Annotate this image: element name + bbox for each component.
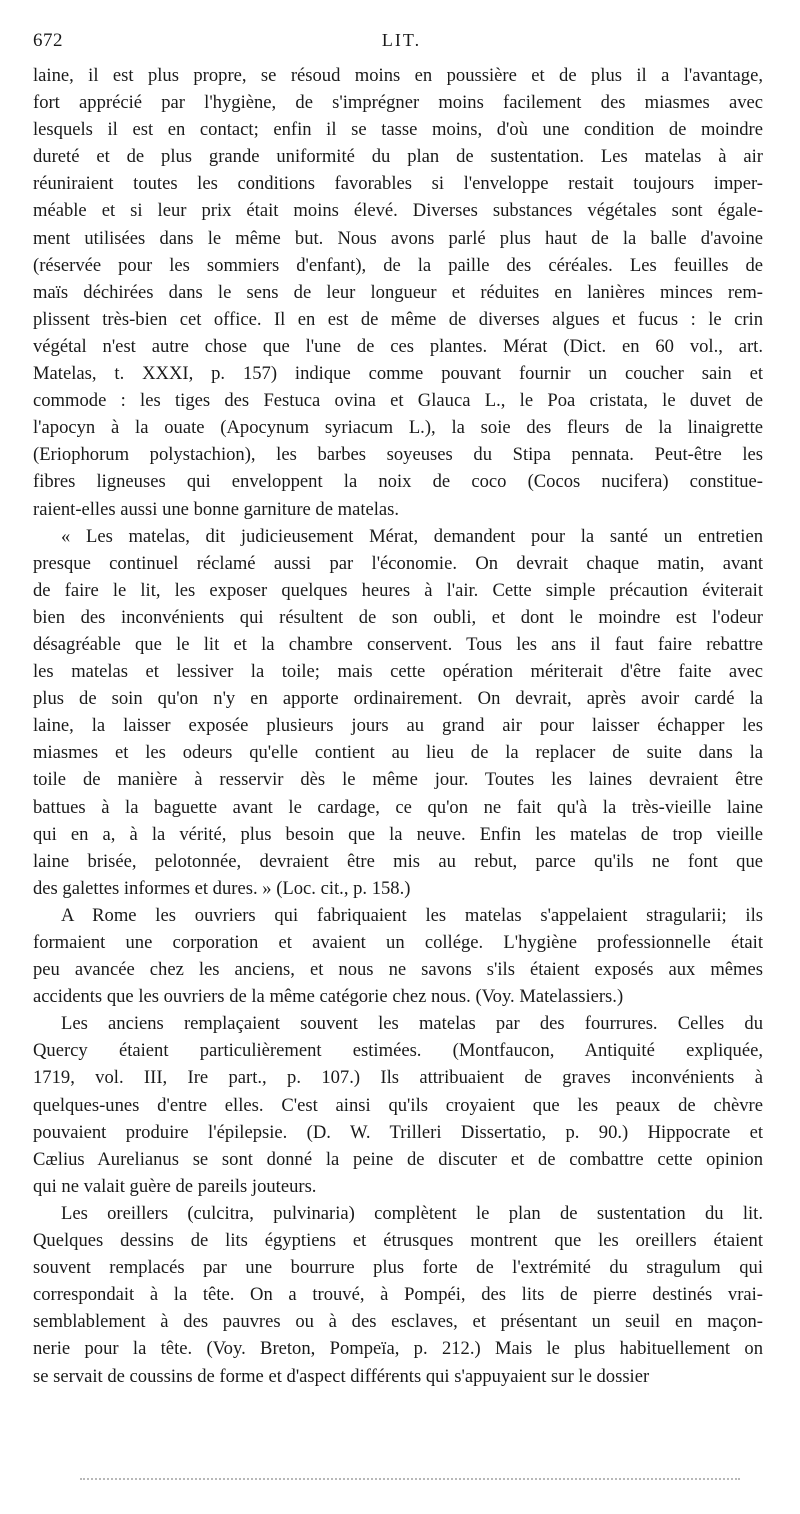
text-line: souvent remplacés par une bourrure plus forte de l'extrémité du stragulum qui: [33, 1257, 763, 1279]
text-line: commode : les tiges des Festuca ovina et Glauca L., le Poa cristata, le duvet de: [33, 390, 763, 412]
text-line: correspondait à la tête. On a trouvé, à Pompéi, des lits de pierre destinés vrai-: [33, 1284, 763, 1306]
text-line: accidents que les ouvriers de la même catégorie chez nous. (Voy. Matelassiers.): [33, 986, 624, 1008]
body-text: [33, 62, 763, 1390]
text-line: battues à la baguette avant le cardage, ce qu'on ne fait qu'à la très-vieille laine: [33, 796, 763, 818]
text-line: « Les matelas, dit judicieusement Mérat, demandent pour la santé un entretien: [61, 525, 763, 547]
text-line: qui ne valait guère de pareils jouteurs.: [33, 1175, 317, 1197]
text-line: ment utilisées dans le même but. Nous avons parlé plus haut de la balle d'avoine: [33, 227, 763, 249]
text-line: (Eriophorum polystachion), les barbes soyeuses du Stipa pennata. Peut-être les: [33, 444, 763, 466]
paragraph: [33, 1200, 763, 1390]
text-line: miasmes et les odeurs qu'elle contient au lieu de la replacer de suite dans la: [33, 742, 763, 764]
text-line: presque continuel réclamé aussi par l'économie. On devrait chaque matin, avant: [33, 552, 763, 574]
text-line: dureté et de plus grande uniformité du plan de sustentation. Les matelas à air: [33, 146, 763, 168]
text-line: plus de soin qu'on n'y en apporte ordinairement. On devrait, après avoir cardé la: [33, 688, 763, 710]
text-line: Matelas, t. XXXI, p. 157) indique comme pouvant fournir un coucher sain et: [33, 363, 763, 385]
text-line: Quercy étaient particulièrement estimées. (Montfaucon, Antiquité expliquée,: [33, 1040, 763, 1062]
text-line: laine brisée, pelotonnée, devraient être mis au rebut, parce qu'ils ne font que: [33, 850, 763, 872]
paragraph: [33, 1010, 763, 1200]
text-line: Les oreillers (culcitra, pulvinaria) complètent le plan de sustentation du lit.: [61, 1202, 763, 1224]
text-line: réuniraient toutes les conditions favorables si l'enveloppe restait toujours imper-: [33, 173, 763, 195]
text-line: les matelas et lessiver la toile; mais cette opération mériterait d'être faite avec: [33, 661, 763, 683]
text-line: peu avancée chez les anciens, et nous ne savons s'ils étaient exposés aux mêmes: [33, 959, 763, 981]
paragraph: [33, 62, 763, 523]
page-header: [33, 30, 770, 56]
text-line: se servait de coussins de forme et d'aspect différents qui s'appuyaient sur le dossier: [33, 1365, 650, 1387]
text-line: quelques-unes d'entre elles. C'est ainsi qu'ils croyaient que les peaux de chèvre: [33, 1094, 763, 1116]
text-line: lesquels il est en contact; enfin il se tasse moins, d'où une condition de moindre: [33, 119, 763, 141]
page-number: 672: [33, 30, 63, 51]
text-line: toile de manière à resservir dès le même jour. Toutes les laines devraient être: [33, 769, 763, 791]
text-line: fort apprécié par l'hygiène, de s'imprégner moins facilement des miasmes avec: [33, 92, 763, 114]
footer-rule: [80, 1478, 740, 1480]
text-line: Les anciens remplaçaient souvent les matelas par des fourrures. Celles du: [61, 1013, 763, 1035]
text-line: de faire le lit, les exposer quelques heures à l'air. Cette simple précaution éviterait: [33, 579, 763, 601]
text-line: (réservée pour les sommiers d'enfant), de la paille des céréales. Les feuilles de: [33, 254, 763, 276]
text-line: l'apocyn à la ouate (Apocynum syriacum L.), la soie des fleurs de la linaigrette: [33, 417, 763, 439]
text-line: A Rome les ouvriers qui fabriquaient les matelas s'appelaient stragularii; ils: [61, 904, 763, 926]
paragraph: [33, 902, 763, 1010]
text-line: laine, la laisser exposée plusieurs jours au grand air pour laisser échapper les: [33, 715, 763, 737]
text-line: formaient une corporation et avaient un collége. L'hygiène professionnelle était: [33, 932, 763, 953]
text-line: qui en a, à la vérité, plus besoin que la neuve. Enfin les matelas de trop vieille: [33, 823, 763, 845]
text-line: maïs déchirées dans le sens de leur longueur et réduites en lanières minces rem-: [33, 281, 763, 303]
text-line: plissent très-bien cet office. Il en est de même de diverses algues et fucus : le crin: [33, 308, 763, 330]
text-line: méable et si leur prix était moins élevé. Diverses substances végétales sont égale-: [33, 200, 763, 222]
text-line: laine, il est plus propre, se résoud moins en poussière et de plus il a l'avantage,: [33, 65, 763, 86]
text-line: raient-elles aussi une bonne garniture de matelas.: [33, 498, 400, 520]
text-line: nerie pour la tête. (Voy. Breton, Pompeïa, p. 212.) Mais le plus habituellement on: [33, 1338, 763, 1360]
text-line: fibres ligneuses qui enveloppent la noix de coco (Cocos nucifera) constitue-: [33, 471, 763, 493]
running-head: LIT.: [381, 30, 422, 50]
paragraph: [33, 523, 763, 902]
text-line: 1719, vol. III, Ire part., p. 107.) Ils attribuaient de graves inconvénients à: [33, 1067, 763, 1089]
text-line: Cælius Aurelianus se sont donné la peine de discuter et de combattre cette opinion: [33, 1148, 763, 1170]
text-line: bien des inconvénients qui résultent de son oubli, et dont le moindre est l'odeur: [33, 606, 763, 628]
text-line: végétal n'est autre chose que l'une de ces plantes. Mérat (Dict. en 60 vol., art.: [33, 335, 763, 357]
text-line: semblablement à des pauvres ou à des esclaves, et présentant un seuil en maçon-: [33, 1311, 763, 1333]
text-line: des galettes informes et dures. » (Loc. cit., p. 158.): [33, 877, 411, 899]
text-line: pouvaient produire l'épilepsie. (D. W. Trilleri Dissertatio, p. 90.) Hippocrate et: [33, 1121, 763, 1143]
text-line: désagréable que le lit et la chambre conservent. Tous les ans il faut faire rebattre: [33, 633, 763, 655]
text-line: Quelques dessins de lits égyptiens et étrusques montrent que les oreillers étaient: [33, 1230, 763, 1252]
